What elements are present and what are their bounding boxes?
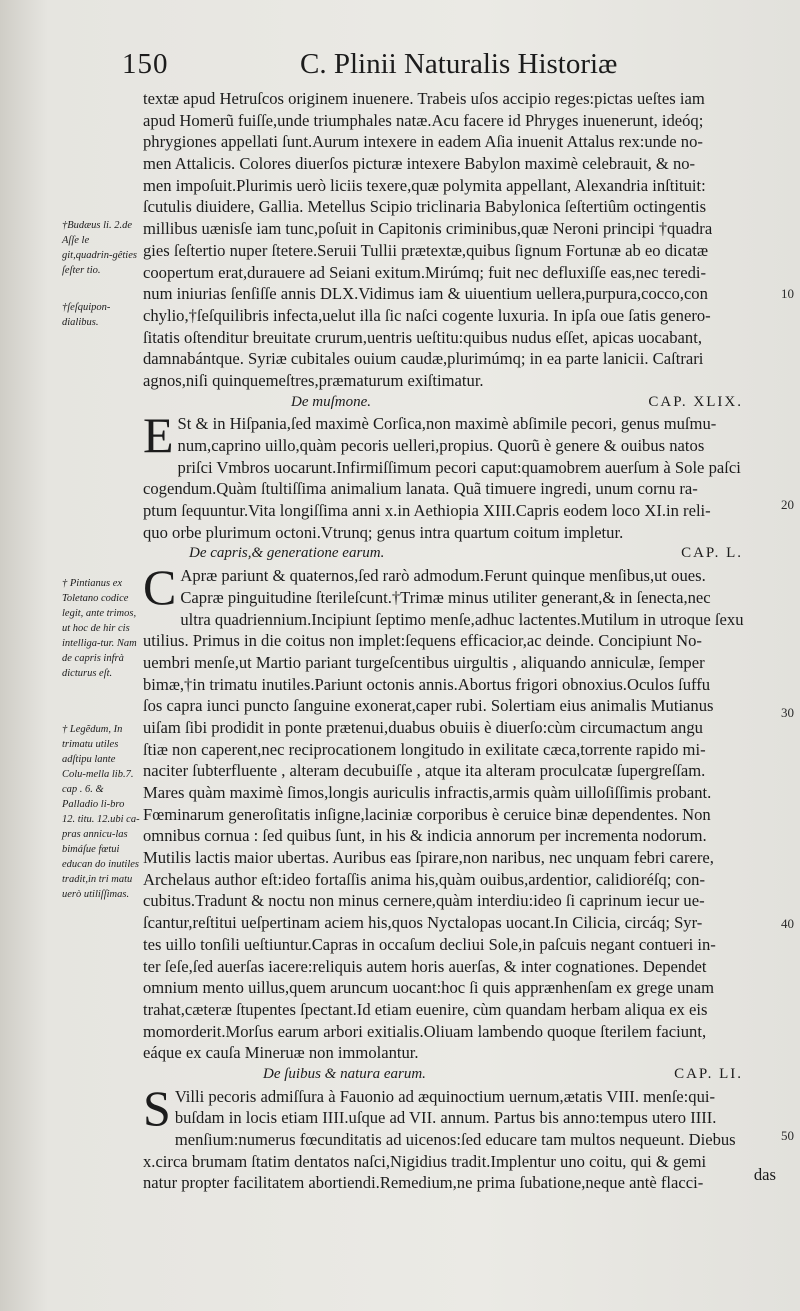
text-block (143, 88, 783, 392)
drop-cap: E (143, 407, 174, 464)
marginal-note: †ſeſquipon-dialibus. (62, 302, 111, 328)
text-line: damnabántque. Syriæ cubitales ouium caudæ,plurimúmq; in ea parte lanicii. Caſtrari (143, 349, 704, 369)
text-line: ſcantur,reſtitui ueſpertinam aciem his,quos Nyctalopas uocant.In Cilicia, circáq; Syr- (143, 913, 703, 933)
text-line: Fœminarum generoſitatis inſigne,laciniæ corporibus è ceruice binæ dependentes. Non (143, 804, 711, 824)
chapter-number: CAP. XLIX. (648, 393, 743, 410)
text-line: ultra quadriennium.Incipiunt ſeptimo menſe,adhuc lactentes.Mutilum in utroque ſexu (180, 609, 744, 629)
chapter-title: De ſuibus & natura earum. (263, 1065, 426, 1082)
text-line: x.circa brumam ſtatim dentatos naſci,Nigidius tradit.Implentur uno coitu, qui & gemi (143, 1151, 707, 1171)
text-line: Archelaus author eſt:ideo fortaſſis anima his,quàm ouibus,ardentior, calidioréſq; con- (143, 869, 705, 889)
text-line: millibus uænisſe iam tunc,poſuit in Capitonis criminibus,quæ Neroni principi †quadra (143, 219, 713, 239)
text-line: chylio,†ſeſquilibris infecta,uelut illa ſic naſci cogente luxuria. In ipſa oue ſatis genero- (143, 305, 711, 325)
page-number: 150 (122, 48, 169, 80)
text-line: uembri menſe,ut Martio pariant turgeſcentibus uirgultis , aliquando anniculæ, ſemper (143, 652, 705, 672)
line-number: 10 (781, 286, 794, 301)
page-header (122, 48, 682, 88)
text-line: num iniurias ſenſiſſe annis DLX.Vidimus iam & uiuentium uellera,purpura,cocco,con (143, 284, 708, 304)
marginal-note: †Budæus li. 2.de Aſſe le git,quadrin-gêties ſeſter tio. (62, 220, 137, 276)
text-block (143, 407, 783, 543)
text-line: ptum ſequuntur.Vita longiſſima anni x.in Aethiopia XIII.Capris eodem loco XI.in reli- (143, 501, 711, 521)
text-line: uiſam ſibi prodidit in ponte prætenui,duabus obuiis è diuerſo:cùm circumactum angu (143, 717, 703, 737)
text-line: utilius. Primus in die coitus non implet:ſequens efficacior,ac deinde. Concipiunt No- (143, 631, 702, 651)
text-line: Mutilis lactis maior ubertas. Auribus eas ſpirare,non naribus, nec unquam febri carere, (143, 848, 714, 868)
text-line: trahat,cæteræ ſtupentes ſpectant.Id etiam euenire, cùm quandam herbam aliqua ex eis (143, 999, 708, 1019)
text-line: quo orbe plurimum octoni.Vtrunq; genus intra quartum coitum impletur. (143, 522, 624, 542)
text-block (143, 1079, 783, 1194)
chapter-heading (143, 1064, 783, 1086)
text-line: Mares quàm maximè ſimos,longis auriculis infractis,armis quàm uilloſiſſimis probant. (143, 783, 712, 802)
text-line: ſtiæ non caperent,nec reciprocationem longitudo in exilitate cæca,torrente rapido mi- (143, 739, 706, 759)
drop-cap: S (143, 1079, 171, 1136)
marginal-note: † Legẽdum, In trimatu utiles adſtipu lante Colu-mella lib.7. cap . 6. & Palladio li-bro 12. titu. 12.ubi ca-pras annicu-las bimáſue fœtui educan do inutiles tradit,in tri matu uerò utiliſſimas. (62, 724, 140, 900)
line-number: 50 (781, 1128, 794, 1143)
running-title: C. Plinii Naturalis Historiæ (300, 48, 618, 80)
chapter-number: CAP. L. (681, 545, 743, 562)
text-line: tes uillo tonſili ueſtiuntur.Capras in occaſum decliui Sole,in paſcuis negant contueri in- (143, 934, 716, 954)
marginal-note: † Pintianus ex Toletano codice legit, ante trimos, ut hoc de hir cis intelliga-tur. Nam de capris infrà dicturus eſt. (62, 578, 137, 679)
text-line: momorderit.Morſus earum arbori exitialis.Oliuam lambendo quoque ſterilem faciunt, (143, 1021, 707, 1041)
line-number: 20 (781, 497, 794, 512)
text-line: men impoſuit.Plurimis uerò liciis texere,quæ polymita appellant, Alexandria inſtituit: (143, 175, 706, 195)
chapter-heading (143, 543, 783, 565)
chapter-title: De muſmone. (291, 393, 371, 410)
text-line: Villi pecoris admiſſura à Fauonio ad æquinoctium uernum,ætatis VIII. menſe:qui- (174, 1086, 716, 1106)
text-line: agnos,niſi quinquemeſtres,præmaturum exiſtimatur. (143, 370, 484, 390)
chapter-title: De capris,& generatione earum. (189, 545, 385, 562)
line-number: 40 (781, 916, 794, 931)
text-line: St & in Hiſpania,ſed maximè Corſica,non maximè abſimile pecori, genus muſmu- (177, 414, 717, 434)
text-line: cubitus.Tradunt & noctu non minus cernere,quàm interdiu:ideo ſi caprinum iecur ue- (143, 891, 705, 911)
text-block (143, 559, 783, 1064)
text-line: men Attalicis. Colores diuerſos picturæ intexere Babylon maximè celebrauit, & no- (143, 154, 696, 174)
text-line: omnibus cornua : ſed quibus ſunt, in his & indicia annorum per incrementa nodorum. (143, 826, 707, 846)
drop-cap: C (143, 559, 177, 616)
text-line: ſcutulis diuidere, Gallia. Metellus Scipio triclinaria Babylonica ſeſtertiûm octingentis (143, 197, 707, 217)
text-line: bimæ,†in trimatu inutiles.Pariunt octonis annis.Abortus frigori obnoxius.Oculos ſuffu (143, 674, 711, 694)
line-number: 30 (781, 705, 794, 720)
text-line: eáque ex cauſa Mineruæ non immolantur. (143, 1043, 419, 1063)
text-line: textæ apud Hetruſcos originem inuenere. Trabeis uſos accipio reges:pictas ueſtes iam (143, 89, 705, 108)
text-line: coopertum erat,durauere ad Seiani exitum.Mirúmq; fuit nec defluxiſſe eas,nec teredi- (143, 262, 707, 282)
chapter-number: CAP. LI. (674, 1065, 743, 1082)
text-line: ſitatis oſtenditur breuitate crurum,uentris ueſtitu:quibus nudus eſſet, apicas uocabant, (143, 327, 702, 347)
text-line: ter ſeſe,ſed auerſas iacere:reliquis autem horis auerſas, & inter cognationes. Dependet (143, 956, 707, 976)
text-line: menſium:numerus fœcunditatis ad uicenos:ſed educare tam multos nequeunt. Diebus (174, 1130, 736, 1149)
text-line: naciter ſubterfluente , alteram decubuiſſe , atque ita alteram proculcatæ ſupergreſſam. (143, 761, 706, 781)
text-line: ſos capra iunci puncto ſanguine exonerat,caper rubi. Solertiam eius animalis Mutianus (143, 696, 714, 716)
chapter-heading (143, 392, 783, 414)
text-line: gies ſeſtertio nuper ſtetere.Seruii Tullii prætextæ,quibus ſignum Fortunæ ab eo dicatæ (143, 240, 709, 260)
text-line: omnium mento uillus,quem aruncum uocant:hoc ſi quis apprænhenſam ex grege unam (143, 978, 714, 998)
catchword: das (753, 1165, 776, 1184)
text-line: Capræ pinguitudine ſterileſcunt.†Trimæ minus utiliter generant,& in ſenecta,nec (180, 587, 711, 607)
text-line: phrygiones appellati ſunt.Aurum intexere in eadem Aſia inuenit Attalus rex:unde no- (143, 132, 703, 152)
text-line: cogendum.Quàm ſtultiſſima animalium lanata. Quã timuere ingredi, unum cornu ra- (143, 479, 698, 499)
text-line: Apræ pariunt & quaternos,ſed rarò admodum.Ferunt quinque menſibus,ut oues. (180, 566, 706, 586)
main-text (143, 88, 783, 1194)
text-line: apud Homerũ fuiſſe,unde triumphales natæ.Acu facere id Phryges inuenerunt, ideóq; (143, 110, 704, 130)
text-line: buſdam in locis etiam IIII.uſque ad VII. annum. Partus bis anno:tempus utero IIII. (174, 1108, 717, 1128)
text-line: priſci Vmbros uocarunt.Infirmiſſimum pecori caput:quamobrem auerſum à Sole paſci (177, 457, 741, 477)
text-line: num,caprino uillo,quàm pecoris uelleri,propius. Quorũ è genere & ouibus natos (177, 436, 705, 455)
text-line: natur propter facilitatem abortiendi.Remedium,ne prima ſubatione,neque antè flacci- (143, 1173, 704, 1193)
